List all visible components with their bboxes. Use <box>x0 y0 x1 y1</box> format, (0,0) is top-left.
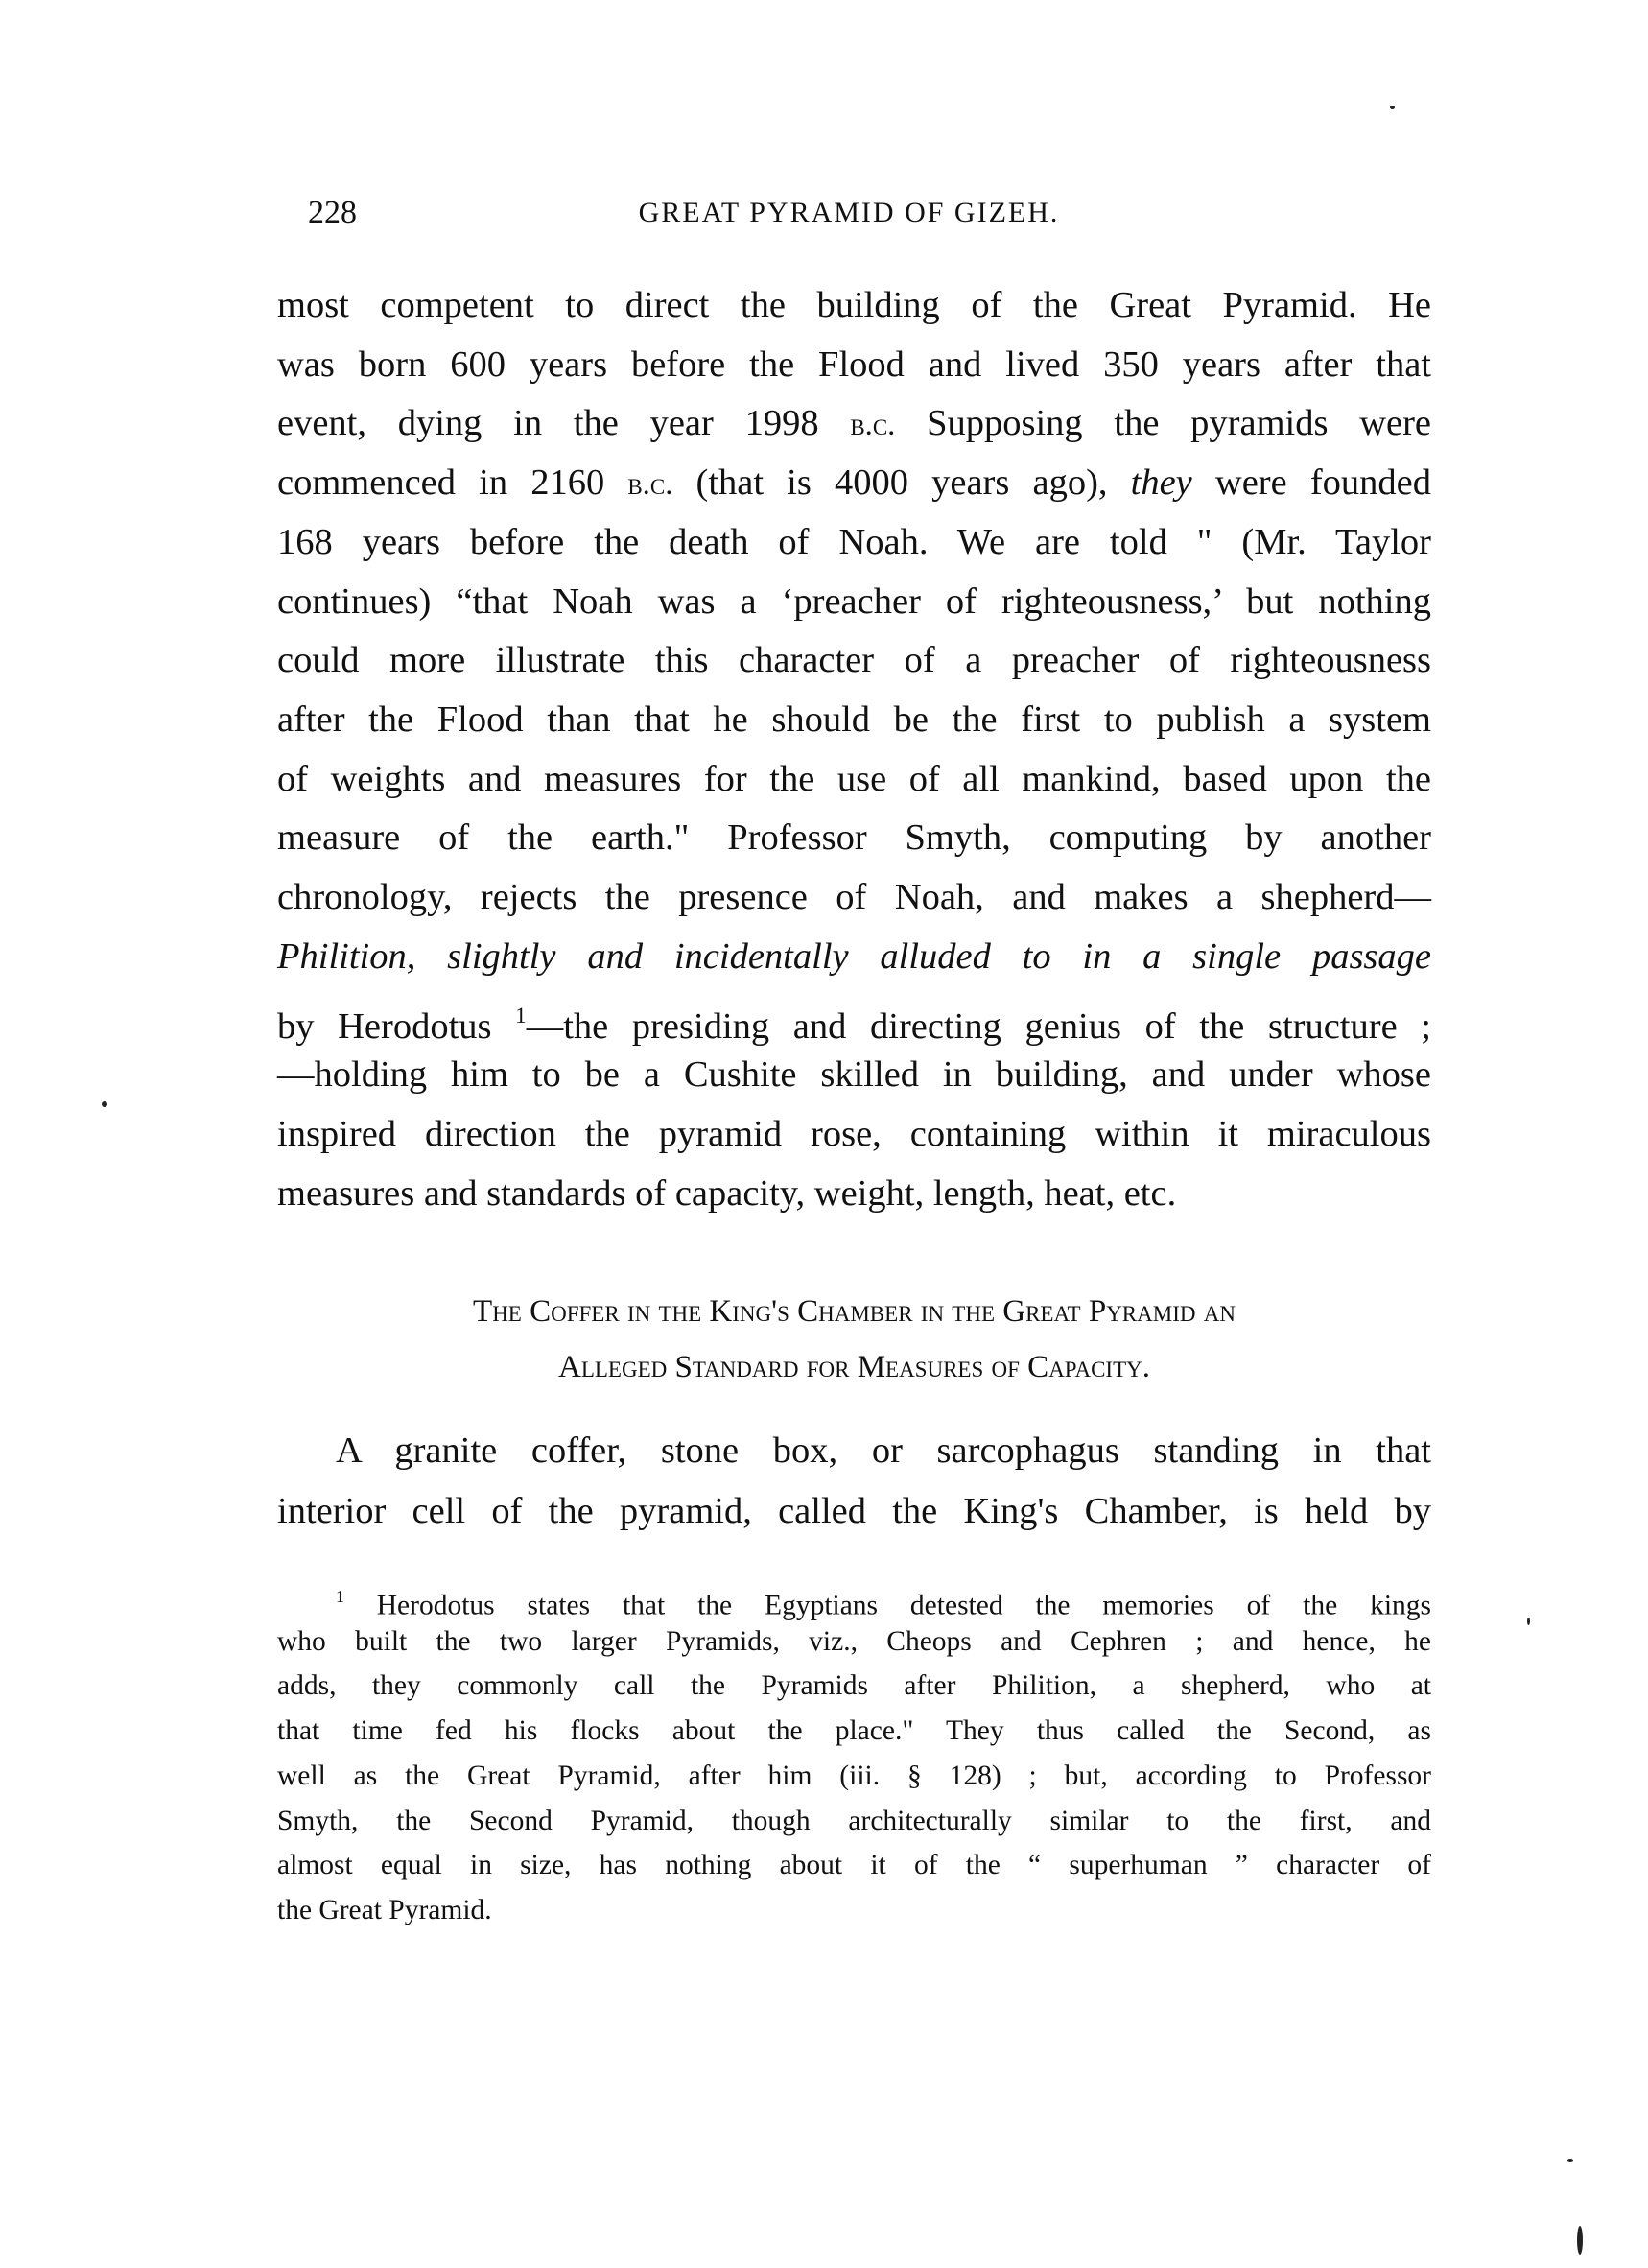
text-line <box>336 1579 1431 1622</box>
text-run: of weights and measures for the use of all mankind, based upon the <box>277 758 1431 799</box>
text-run: Smyth, the Second Pyramid, though architecturally similar to the first, and <box>277 1805 1431 1836</box>
text-run: 168 years before the death of Noah. We are told " (Mr. Taylor <box>277 521 1431 562</box>
text-run: the Great Pyramid. <box>277 1894 492 1925</box>
text-run: were founded <box>1191 462 1431 504</box>
text-run: by Herodotus <box>277 1006 516 1048</box>
text-run: adds, they commonly call the Pyramids after Philition, a shepherd, who at <box>277 1670 1431 1702</box>
text-line <box>277 758 1431 800</box>
text-run: almost equal in size, has nothing about it of the “ superhuman ” character of <box>277 1850 1431 1881</box>
text-run: measure of the earth." Professor Smyth, computing by another <box>277 817 1431 859</box>
text-line <box>277 698 1431 741</box>
text-run: well as the Great Pyramid, after him (iii. § 128) ; but, according to Professor <box>277 1760 1431 1791</box>
running-title: GREAT PYRAMID OF GIZEH. <box>638 197 1060 228</box>
small-caps-run: b.c. <box>627 467 673 503</box>
text-line <box>277 1713 1431 1748</box>
page-number: 228 <box>308 195 357 230</box>
text-run: (that is 4000 years ago), <box>672 462 1131 504</box>
text-run: —holding him to be a Cushite skilled in building, and under whose <box>277 1054 1431 1096</box>
text-line <box>277 1804 1431 1838</box>
text-run: who built the two larger Pyramids, viz., Cheops and Cephren ; and hence, he <box>277 1625 1431 1657</box>
text-line <box>277 935 1431 978</box>
text-line <box>277 521 1431 563</box>
text-run: inspired direction the pyramid rose, containing within it miraculous <box>277 1113 1431 1154</box>
text-run: chronology, rejects the presence of Noah, and makes a shepherd— <box>277 877 1431 917</box>
italic-run: Philition, slightly and incidentally alluded to in a single passage <box>277 935 1431 977</box>
text-line <box>277 284 1431 326</box>
text-run: measures and standards of capacity, weight, length, heat, etc. <box>277 1172 1177 1214</box>
text-run: event, dying in the year 1998 <box>277 403 851 444</box>
text-run: continues) “that Noah was a ‘preacher of righteousness,’ but nothing <box>277 580 1431 622</box>
scan-speck <box>1390 106 1395 109</box>
small-caps-run: b.c. <box>850 408 896 443</box>
text-line <box>277 816 1431 859</box>
text-line <box>277 1172 1431 1215</box>
text-run: was born 600 years before the Flood and lived 350 years after that <box>277 343 1431 385</box>
text-line <box>277 402 1431 446</box>
text-line <box>277 461 1431 506</box>
text-line <box>277 876 1431 918</box>
scan-speck <box>1527 1618 1530 1625</box>
text-run: —the presiding and directing genius of the structure ; <box>526 1006 1431 1048</box>
text-line <box>277 1893 1431 1927</box>
text-line <box>277 343 1431 386</box>
text-line <box>277 1113 1431 1155</box>
text-line <box>277 1848 1431 1882</box>
text-line <box>277 1490 1431 1532</box>
section-heading-line: The Coffer in the King's Chamber in the Great Pyramid an <box>473 1294 1236 1329</box>
italic-run: they <box>1130 462 1192 504</box>
text-line <box>277 1759 1431 1793</box>
text-run: commenced in 2160 <box>277 462 628 504</box>
footnote-marker: 1 <box>515 1003 527 1028</box>
text-run: could more illustrate this character of a preacher of righteousness <box>277 640 1431 681</box>
text-line <box>277 1053 1431 1096</box>
text-run: Supposing the pyramids were <box>895 403 1431 444</box>
scan-speck <box>102 1101 107 1107</box>
text-run: interior cell of the pyramid, called the King's Chamber, is held by <box>277 1490 1431 1531</box>
scan-speck <box>1577 2226 1583 2255</box>
text-line <box>277 639 1431 681</box>
text-run: that time fed his flocks about the place." They thus called the Second, as <box>277 1715 1431 1747</box>
text-line <box>277 1624 1431 1659</box>
text-line <box>277 994 1431 1048</box>
text-line <box>277 580 1431 623</box>
text-run: after the Flood than that he should be the first to publish a system <box>277 698 1431 740</box>
text-run: A granite coffer, stone box, or sarcophagus standing in that <box>336 1430 1431 1471</box>
text-run: Herodotus states that the Egyptians detested the memories of the kings <box>343 1590 1431 1621</box>
text-run: most competent to direct the building of the Great Pyramid. He <box>277 285 1431 325</box>
footnote-marker: 1 <box>336 1587 344 1606</box>
section-heading-line: Alleged Standard for Measures of Capacity. <box>558 1350 1150 1384</box>
text-line <box>277 1668 1431 1703</box>
scan-speck <box>1567 2159 1573 2162</box>
text-line <box>336 1429 1431 1472</box>
